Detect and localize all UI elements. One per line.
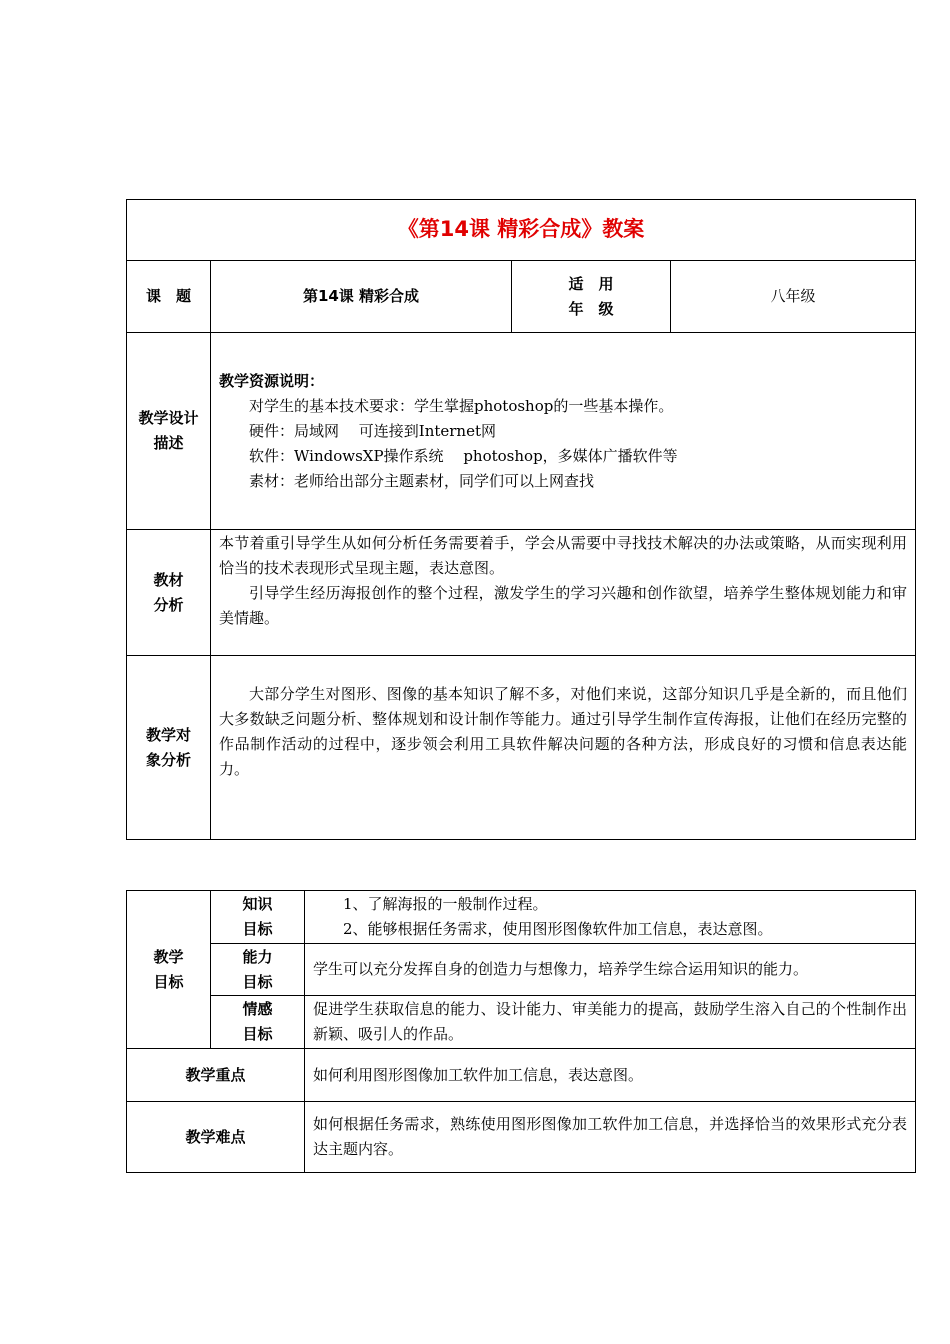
difficulty-label: 教学难点	[127, 1102, 305, 1173]
design-line: 对学生的基本技术要求：学生掌握photoshop的一些基本操作。	[249, 396, 674, 415]
difficulty-content: 如何根据任务需求，熟练使用图形图像加工软件加工信息，并选择恰当的效果形式充分表达主题内容。	[305, 1102, 916, 1173]
title-cell	[127, 200, 916, 261]
knowledge-goal-label: 知识 目标	[211, 891, 305, 944]
material-content	[211, 530, 916, 656]
knowledge-goal-content	[305, 891, 916, 944]
grade-label: 适 用 年 级	[512, 261, 671, 333]
design-line: 素材：老师给出部分主题素材，同学们可以上网查找	[249, 471, 595, 490]
material-paragraph: 引导学生经历海报创作的整个过程，激发学生的学习兴趣和创作欲望，培养学生整体规划能力和审美情趣。	[219, 584, 908, 627]
key-point-content: 如何利用图形图像加工软件加工信息，表达意图。	[305, 1049, 916, 1102]
grade-value: 八年级	[671, 261, 916, 333]
topic-label: 课 题	[127, 261, 211, 333]
emotion-goal-label: 情感 目标	[211, 996, 305, 1049]
key-point-label: 教学重点	[127, 1049, 305, 1102]
document-title: 《第14课 精彩合成》教案	[397, 216, 645, 241]
material-paragraph: 本节着重引导学生从如何分析任务需要着手，学会从需要中寻找技术解决的办法或策略，从而实现利用恰当的技术表现形式呈现主题，表达意图。	[219, 534, 908, 577]
goals-table	[126, 890, 916, 1173]
topic-value: 第14课 精彩合成	[211, 261, 512, 333]
audience-label: 教学对 象分析	[127, 656, 211, 840]
ability-goal-content: 学生可以充分发挥自身的创造力与想像力，培养学生综合运用知识的能力。	[305, 944, 916, 996]
ability-goal-label: 能力 目标	[211, 944, 305, 996]
emotion-goal-content: 促进学生获取信息的能力、设计能力、审美能力的提高，鼓励学生溶入自己的个性制作出新颖、吸引人的作品。	[305, 996, 916, 1049]
audience-content	[211, 656, 916, 840]
knowledge-goal-item: 1、了解海报的一般制作过程。	[343, 895, 548, 913]
design-line: 软件：WindowsXP操作系统 photoshop，多媒体广播软件等	[249, 446, 678, 465]
lesson-plan-table	[126, 199, 916, 840]
design-line: 硬件：局域网 可连接到Internet网	[249, 421, 496, 440]
knowledge-goal-item: 2、能够根据任务需求，使用图形图像软件加工信息，表达意图。	[343, 920, 773, 938]
material-label: 教材 分析	[127, 530, 211, 656]
design-heading: 教学资源说明：	[219, 371, 325, 390]
audience-paragraph: 大部分学生对图形、图像的基本知识了解不多，对他们来说，这部分知识几乎是全新的，而且他们大多数缺乏问题分析、整体规划和设计制作等能力。通过引导学生制作宣传海报，让他们在经历完整的作品制作活动的过程中，逐步领会利用工具软件解决问题的各种方法，形成良好的习惯和信息表达能力。	[219, 685, 908, 778]
goals-label: 教学 目标	[127, 891, 211, 1049]
design-content	[211, 333, 916, 530]
design-label: 教学设计 描述	[127, 333, 211, 530]
